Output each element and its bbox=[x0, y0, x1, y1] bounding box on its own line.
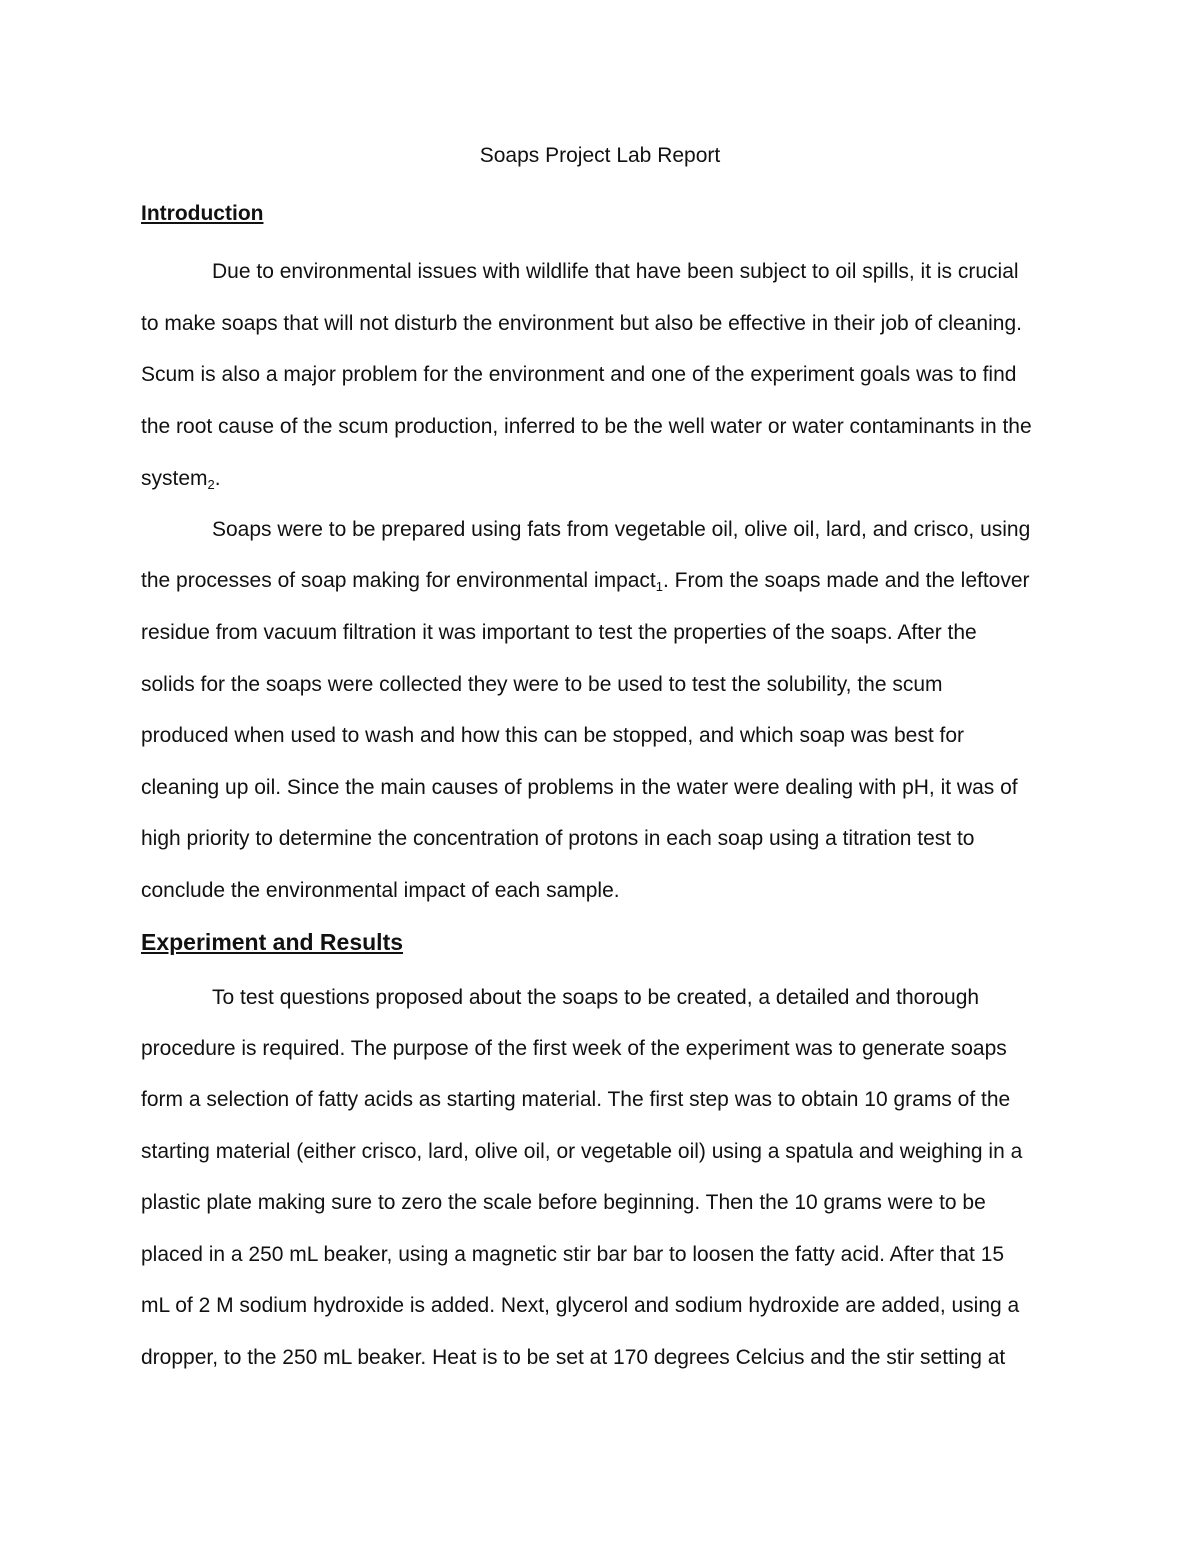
exp-line-7: mL of 2 M sodium hydroxide is added. Next, glycerol and sodium hydroxide are added, using a bbox=[141, 1294, 1020, 1317]
document-title: Soaps Project Lab Report bbox=[479, 144, 721, 167]
intro-line-12: high priority to determine the concentration of protons in each soap using a titration test to bbox=[141, 827, 975, 850]
intro-line-1: Due to environmental issues with wildlife that have been subject to oil spills, it is crucial bbox=[212, 260, 1019, 283]
citation-1: 1 bbox=[655, 579, 663, 594]
exp-line-2: procedure is required. The purpose of the first week of the experiment was to generate soaps bbox=[141, 1037, 1007, 1060]
intro-line-11: cleaning up oil. Since the main causes of problems in the water were dealing with pH, it was of bbox=[141, 776, 1018, 799]
citation-2: 2 bbox=[207, 477, 215, 492]
exp-line-4: starting material (either crisco, lard, olive oil, or vegetable oil) using a spatula and weighing in a bbox=[141, 1140, 1023, 1163]
period: . bbox=[214, 467, 221, 490]
intro-line-2: to make soaps that will not disturb the environment but also be effective in their job of cleaning. bbox=[141, 312, 1022, 335]
exp-line-8: dropper, to the 250 mL beaker. Heat is to be set at 170 degrees Celcius and the stir setting at bbox=[141, 1346, 1006, 1369]
intro-line-10: produced when used to wash and how this can be stopped, and which soap was best for bbox=[141, 724, 965, 747]
intro-line-4: the root cause of the scum production, inferred to be the well water or water contaminants in the bbox=[141, 415, 1032, 438]
exp-line-6: placed in a 250 mL beaker, using a magnetic stir bar bar to loosen the fatty acid. After that 15 bbox=[141, 1243, 1005, 1266]
intro-line-5 bbox=[141, 464, 221, 494]
exp-line-3: form a selection of fatty acids as starting material. The first step was to obtain 10 grams of the bbox=[141, 1088, 1011, 1111]
exp-line-1: To test questions proposed about the soaps to be created, a detailed and thorough bbox=[212, 986, 980, 1009]
intro-line-8: residue from vacuum filtration it was important to test the properties of the soaps. After the bbox=[141, 621, 977, 644]
intro-line-3: Scum is also a major problem for the environment and one of the experiment goals was to find bbox=[141, 363, 1017, 386]
intro-line-13: conclude the environmental impact of each sample. bbox=[141, 879, 620, 902]
experiment-heading: Experiment and Results bbox=[141, 929, 404, 955]
exp-line-5: plastic plate making sure to zero the scale before beginning. Then the 10 grams were to be bbox=[141, 1191, 986, 1214]
intro-line-7 bbox=[141, 566, 1030, 596]
impact-after: . From the soaps made and the leftover bbox=[663, 569, 1030, 592]
system-word: system bbox=[141, 467, 208, 490]
intro-line-9: solids for the soaps were collected they were to be used to test the solubility, the scum bbox=[141, 673, 943, 696]
intro-line-6: Soaps were to be prepared using fats from vegetable oil, olive oil, lard, and crisco, using bbox=[212, 518, 1031, 541]
impact-before: the processes of soap making for environmental impact bbox=[141, 569, 656, 592]
introduction-heading: Introduction bbox=[141, 202, 264, 225]
